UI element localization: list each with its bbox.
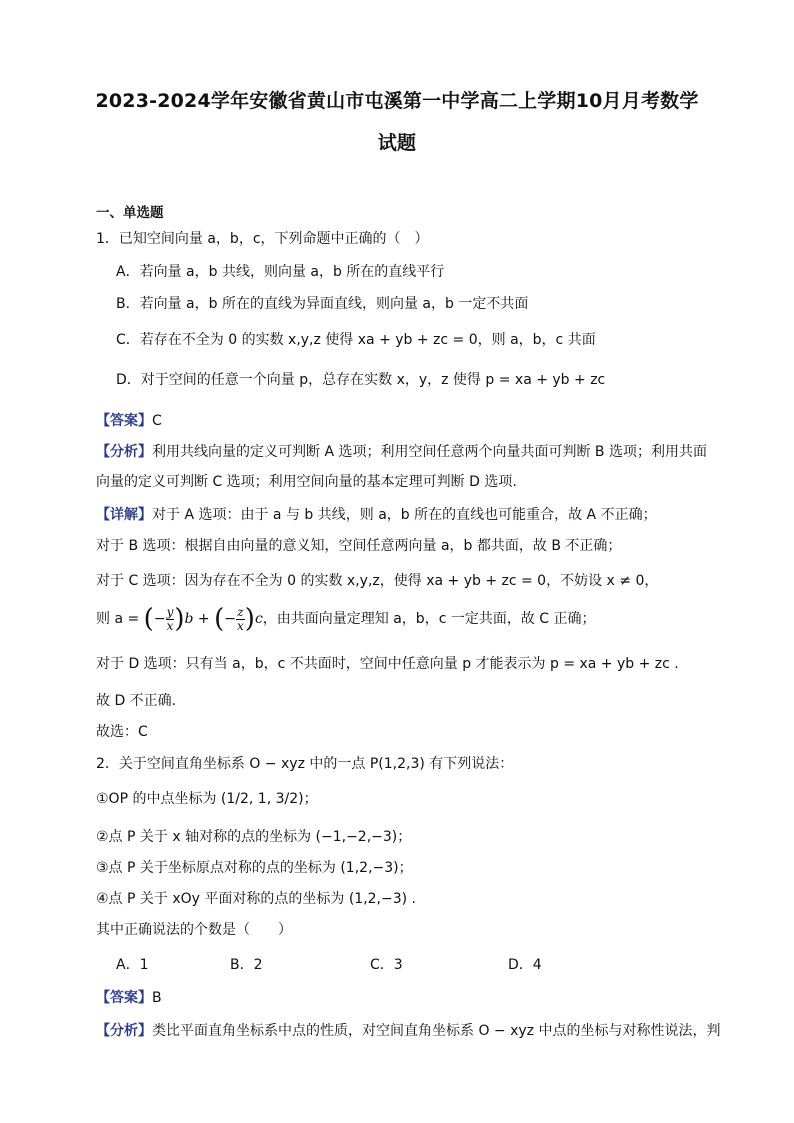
analysis-text: 利用共线向量的定义可判断 A 选项；利用空间任意两个向量共面可判断 B 选项；利用共面 xyxy=(152,444,707,460)
open-paren: ( xyxy=(143,604,154,634)
vector-b: b xyxy=(184,611,194,627)
q2-answer xyxy=(96,988,162,1008)
q1-detail-1 xyxy=(96,505,657,525)
minus-sign: − xyxy=(153,611,166,627)
close-paren: ) xyxy=(174,604,185,634)
answer-value: B xyxy=(152,990,162,1006)
analysis-tag: 【分析】 xyxy=(96,1023,152,1039)
answer-tag: 【答案】 xyxy=(96,990,152,1006)
vector-c: c xyxy=(254,611,263,627)
detail-tag: 【详解】 xyxy=(96,507,152,523)
close-paren: ) xyxy=(244,604,255,634)
q1-detail-6: 故 D 不正确. xyxy=(96,693,177,709)
answer-tag: 【答案】 xyxy=(96,413,152,429)
analysis-tag: 【分析】 xyxy=(96,444,152,460)
q2-statement-2: ②点 P 关于 x 轴对称的点的坐标为 (−1,−2,−3)； xyxy=(96,829,412,845)
fraction-z-over-x: $\frac{z}{x}$ xyxy=(237,604,244,633)
q2-statement-3: ③点 P 关于坐标原点对称的点的坐标为 (1,2,−3)； xyxy=(96,860,413,876)
q1-detail-4: 则 a = (− $\frac{y}{x}$ )b + (− $\frac{z}{x}$ )c，由共面向量定理知 a，b，c 一定共面，故 C 正确； xyxy=(96,604,596,634)
section-heading: 一、单选题 xyxy=(96,205,164,221)
q1-stem: 1．已知空间向量 a，b，c，下列命题中正确的（ ） xyxy=(96,231,429,247)
q1-analysis-1 xyxy=(96,442,707,462)
q1-option-d: D．对于空间的任意一个向量 p，总存在实数 x，y，z 使得 p = xa + yb + zc xyxy=(116,372,606,388)
fraction-y-over-x: $\frac{y}{x}$ xyxy=(166,604,174,633)
q1-detail-2: 对于 B 选项：根据自由向量的意义知，空间任意两向量 a，b 都共面，故 B 不正确； xyxy=(96,538,622,554)
q2-option-c: C．3 xyxy=(370,957,403,973)
detail-4-pre: 则 a = xyxy=(96,611,140,627)
q1-detail-3: 对于 C 选项：因为存在不全为 0 的实数 x,y,z，使得 xa + yb + zc = 0，不妨设 x ≠ 0， xyxy=(96,573,659,589)
q2-option-b: B．2 xyxy=(230,957,263,973)
q2-statement-1: ①OP 的中点坐标为 (1/2, 1, 3/2)； xyxy=(96,791,318,807)
q2-options xyxy=(116,955,542,975)
q1-choice: 故选：C xyxy=(96,724,148,740)
open-paren: ( xyxy=(214,604,225,634)
q1-detail-5: 对于 D 选项：只有当 a，b，c 不共面时，空间中任意向量 p 才能表示为 p = xa + yb + zc . xyxy=(96,656,679,672)
q2-analysis xyxy=(96,1021,720,1041)
detail-4-post: ，由共面向量定理知 a，b，c 一定共面，故 C 正确； xyxy=(262,611,596,627)
document-title-cont: 试题 xyxy=(377,132,417,154)
q1-option-b: B．若向量 a，b 所在的直线为异面直线，则向量 a，b 一定不共面 xyxy=(116,296,529,312)
q2-option-a: A．1 xyxy=(116,957,149,973)
q2-option-d: D．4 xyxy=(508,957,542,973)
analysis-text: 类比平面直角坐标系中点的性质，对空间直角坐标系 O − xyz 中点的坐标与对称性说法，判 xyxy=(152,1023,721,1039)
answer-value: C xyxy=(152,413,162,429)
q2-statement-4: ④点 P 关于 xOy 平面对称的点的坐标为 (1,2,−3) . xyxy=(96,891,417,907)
detail-text: 对于 A 选项：由于 a 与 b 共线，则 a，b 所在的直线也可能重合，故 A 不正确； xyxy=(152,507,657,523)
document-title: 2023-2024学年安徽省黄山市屯溪第一中学高二上学期10月月考数学 xyxy=(95,90,699,112)
q1-option-c: C．若存在不全为 0 的实数 x,y,z 使得 xa + yb + zc = 0，则 a，b，c 共面 xyxy=(116,332,596,348)
q2-stem: 2．关于空间直角坐标系 O − xyz 中的一点 P(1,2,3) 有下列说法： xyxy=(96,756,514,772)
q1-analysis-2: 向量的定义可判断 C 选项；利用空间向量的基本定理可判断 D 选项. xyxy=(96,474,517,490)
q1-answer xyxy=(96,411,162,431)
q1-option-a: A．若向量 a，b 共线，则向量 a，b 所在的直线平行 xyxy=(116,264,445,280)
q2-question: 其中正确说法的个数是（ ） xyxy=(96,922,292,938)
minus-sign: − xyxy=(224,611,236,627)
